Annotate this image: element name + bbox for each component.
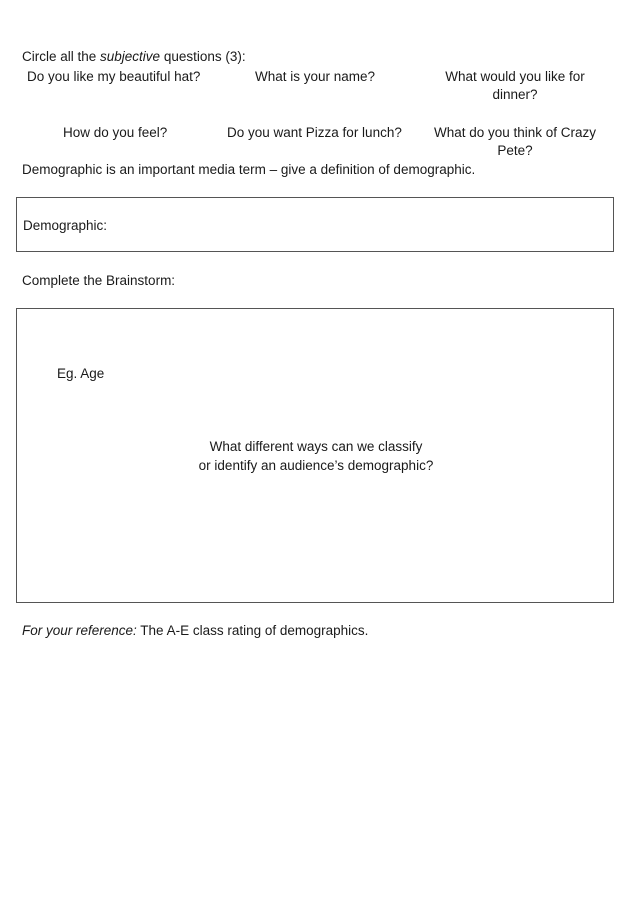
question-6: What do you think of Crazy Pete? [433,125,597,158]
brainstorm-example: Eg. Age [57,366,105,381]
question-4: How do you feel? [63,125,168,140]
reference-body: The A-E class rating of demographics. [136,623,369,638]
brainstorm-heading: Complete the Brainstorm: [22,273,176,288]
instruction-prefix: Circle all the [22,49,101,64]
instruction-suffix: questions (3): [160,49,246,64]
definition-box[interactable] [16,197,614,252]
brainstorm-box[interactable] [16,308,614,603]
reference-emphasis: For your reference: [22,623,137,638]
instruction-emphasis: subjective [100,49,161,64]
question-1: Do you like my beautiful hat? [27,69,201,84]
brainstorm-center-line-2: or identify an audience’s demographic? [198,458,434,473]
reference-text [22,622,368,640]
question-2: What is your name? [255,69,376,84]
brainstorm-center-line-1: What different ways can we classify [209,439,423,454]
demographic-prompt: Demographic is an important media term – give a definition of demographic. [22,162,476,177]
instruction-text [22,48,246,66]
question-5: Do you want Pizza for lunch? [227,125,402,140]
definition-label: Demographic: [23,218,108,233]
question-3: What would you like for dinner? [445,69,585,102]
